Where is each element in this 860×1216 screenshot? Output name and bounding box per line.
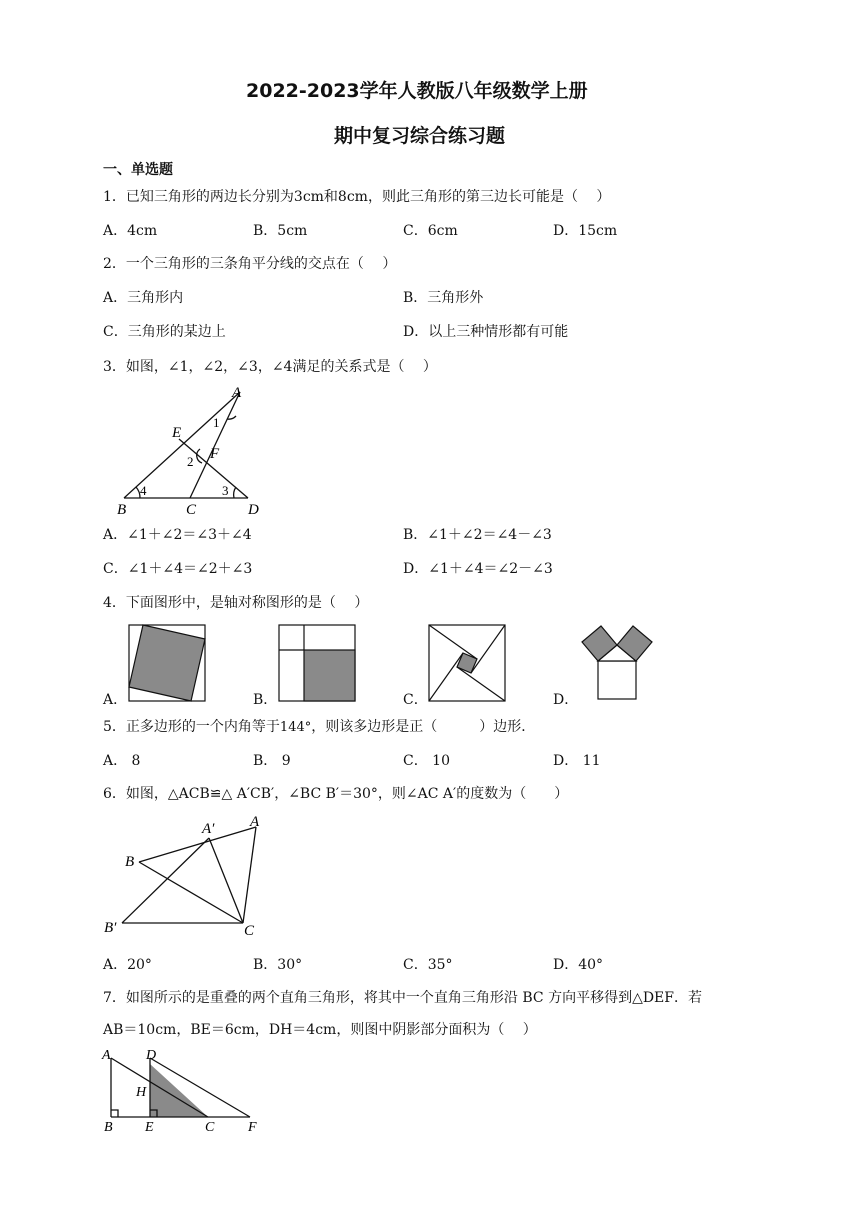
q7-label-d: D bbox=[146, 1048, 157, 1063]
q1-option-c[interactable]: C．6cm bbox=[403, 223, 458, 239]
q3-angle-3: 3 bbox=[222, 483, 229, 498]
section-heading: 一、单选题 bbox=[103, 162, 173, 178]
question-5-stem bbox=[103, 716, 535, 736]
q6-label-a: A bbox=[250, 814, 260, 830]
q4-figure-a bbox=[128, 624, 208, 704]
q7-label-a: A bbox=[102, 1048, 111, 1063]
question-7-stem-line-1: 7．如图所示的是重叠的两个直角三角形，将其中一个直角三角形沿 BC 方向平移得到△DEF．若 bbox=[103, 990, 702, 1006]
q3-angle-1: 1 bbox=[213, 415, 220, 430]
title-line-2: 期中复习综合练习题 bbox=[334, 125, 506, 147]
q1-option-a[interactable]: A．4cm bbox=[103, 223, 158, 239]
q3-label-c: C bbox=[186, 502, 197, 518]
q6-label-b-prime: B′ bbox=[104, 920, 117, 936]
q2-option-a[interactable]: A．三角形内 bbox=[103, 290, 184, 306]
q7-label-h: H bbox=[136, 1085, 147, 1100]
q3-label-e: E bbox=[172, 425, 182, 441]
question-2-stem: 2．一个三角形的三条角平分线的交点在（ ） bbox=[103, 256, 397, 272]
q6-option-a[interactable]: A．20° bbox=[103, 957, 152, 973]
q3-label-f: F bbox=[210, 446, 220, 462]
q5-stem-value: 144° bbox=[279, 720, 312, 735]
q3-option-b[interactable]: B．∠1＋∠2＝∠4－∠3 bbox=[403, 527, 552, 543]
q5-stem-post: ，则该多边形是正（ ）边形． bbox=[311, 719, 536, 735]
q5-stem-pre: 5．正多边形的一个内角等于 bbox=[103, 719, 280, 735]
title-line-1: 2022-2023学年人教版八年级数学上册 bbox=[246, 80, 588, 102]
q7-figure bbox=[98, 1046, 268, 1136]
q7-label-f: F bbox=[248, 1120, 257, 1135]
q3-label-a: A bbox=[232, 385, 242, 401]
q6-option-c[interactable]: C．35° bbox=[403, 957, 453, 973]
q7-label-e: E bbox=[145, 1120, 154, 1135]
q5-option-b[interactable]: B． 9 bbox=[253, 753, 291, 769]
q3-figure bbox=[112, 383, 272, 518]
q2-option-d[interactable]: D．以上三种情形都有可能 bbox=[403, 324, 569, 340]
q3-option-d[interactable]: D．∠1＋∠4＝∠2－∠3 bbox=[403, 561, 553, 577]
q2-option-b[interactable]: B．三角形外 bbox=[403, 290, 484, 306]
q5-option-d[interactable]: D． 11 bbox=[553, 753, 601, 769]
q2-option-c[interactable]: C．三角形的某边上 bbox=[103, 324, 226, 340]
q7-label-b: B bbox=[104, 1120, 113, 1135]
q4-option-a[interactable]: A． bbox=[103, 692, 128, 708]
question-1-stem: 1．已知三角形的两边长分别为3cm和8cm，则此三角形的第三边长可能是（ ） bbox=[103, 189, 611, 205]
q3-option-a[interactable]: A．∠1＋∠2＝∠3＋∠4 bbox=[103, 527, 252, 543]
q3-option-c[interactable]: C．∠1＋∠4＝∠2＋∠3 bbox=[103, 561, 253, 577]
q1-option-d[interactable]: D．15cm bbox=[553, 223, 618, 239]
q3-angle-4: 4 bbox=[140, 483, 147, 498]
q1-option-b[interactable]: B．5cm bbox=[253, 223, 308, 239]
q3-angle-2: 2 bbox=[187, 454, 194, 469]
q7-label-c: C bbox=[205, 1120, 215, 1135]
q6-option-d[interactable]: D．40° bbox=[553, 957, 604, 973]
q5-option-a[interactable]: A． 8 bbox=[103, 753, 141, 769]
q4-option-b[interactable]: B． bbox=[253, 692, 278, 708]
q4-figure-b bbox=[278, 624, 358, 704]
question-7-stem-line-2: AB＝10cm，BE＝6cm，DH＝4cm，则图中阴影部分面积为（ ） bbox=[103, 1022, 537, 1038]
q4-figure-c bbox=[428, 624, 508, 704]
question-3-stem: 3．如图，∠1，∠2，∠3，∠4满足的关系式是（ ） bbox=[103, 359, 437, 375]
q6-label-a-prime: A′ bbox=[202, 821, 215, 837]
question-4-stem: 4．下面图形中，是轴对称图形的是（ ） bbox=[103, 595, 369, 611]
q5-option-c[interactable]: C． 10 bbox=[403, 753, 450, 769]
question-6-stem: 6．如图，△ACB≌△ A′CB′，∠BC B′＝30°，则∠AC A′的度数为（ ） bbox=[103, 786, 569, 802]
q6-label-c: C bbox=[244, 923, 255, 938]
q4-option-d[interactable]: D． bbox=[553, 692, 579, 708]
q3-label-d: D bbox=[248, 502, 259, 518]
q4-option-c[interactable]: C． bbox=[403, 692, 428, 708]
q3-label-b: B bbox=[117, 502, 127, 518]
q6-figure bbox=[102, 813, 272, 938]
q6-option-b[interactable]: B．30° bbox=[253, 957, 303, 973]
q4-figure-d bbox=[574, 616, 664, 702]
q6-label-b: B bbox=[125, 854, 135, 870]
